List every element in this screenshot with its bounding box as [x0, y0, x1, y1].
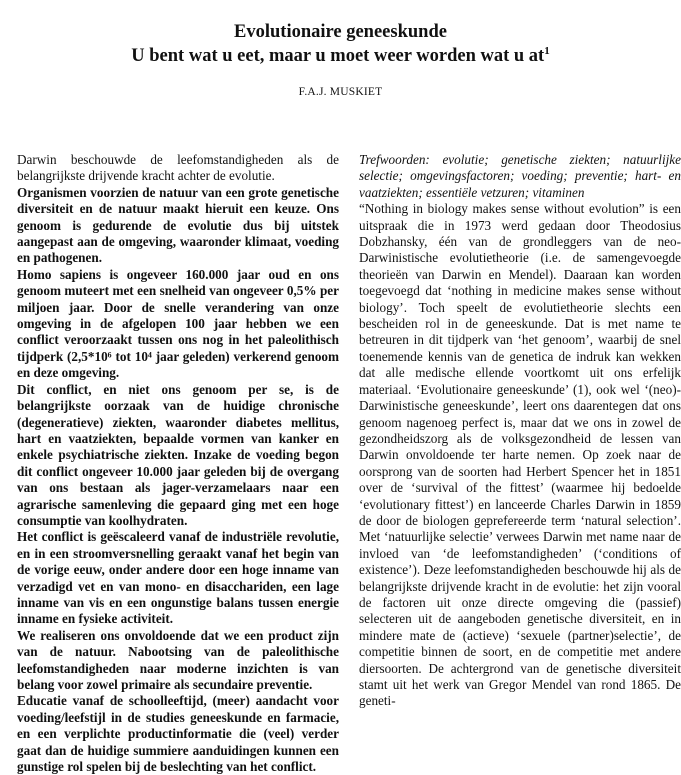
abstract-paragraph-4: Dit conflict, en niet ons genoom per se, is de belangrijkste oorzaak van de huidige chronische (degeneratieve) ziekten, waaronder diabetes mellitus, hart en vaatziekten, bepaalde vormen van kanker en enkele psychiatrische ziekten. Inzake de voeding begon dit conflict ongeveer 10.000 jaar geleden bij de overgang van ons bestaan als jager-verzamelaars naar een agrarische samenleving die gepaard ging met een hoge consumptie van koolhydraten. [17, 381, 339, 528]
abstract-paragraph-2: Organismen voorzien de natuur van een grote genetische diversiteit en de natuur maakt hieruit een keuze. Ons genoom is gedurende de evolutie dus bij uitstek aangepast aan de omgeving, waaronder klimaat, voeding en pathogenen. [17, 184, 339, 266]
abstract-paragraph-3: Homo sapiens is ongeveer 160.000 jaar oud en ons genoom muteert met een snelheid van ongeveer 0,5% per miljoen jaar. Door de snelle verandering van onze omgeving in de afgelopen 100 jaar hebben we een conflict veroorzaakt tussen ons nog in het paleolithisch tijdperk (2,5*10⁶ tot 10⁴ jaar geleden) verkerend genoom en deze omgeving. [17, 266, 339, 381]
title-line-1: Evolutionaire geneeskunde [234, 22, 447, 42]
body-column [359, 152, 681, 710]
title-line-2 [0, 44, 681, 68]
keywords: Trefwoorden: evolutie; genetische ziekten; natuurlijke selectie; omgevingsfactoren; voeding; preventie; hart- en vaatziekten; essentiële vetzuren; vitaminen [359, 152, 681, 200]
body-paragraph-1: “Nothing in biology makes sense without evolution” is een uitspraak die in 1973 werd gedaan door Theodosius Dobzhansky, één van de grondleggers van de neo-Darwinistische evolutietheorie (i.e. de samengevoegde theorieën van Darwin en Mendel). Daaraan kan worden toegevoegd dat ‘nothing in medicine makes sense without biology’. Toch speelt de evolutietheorie slechts een bescheiden rol in de geneeskunde. Dat is met name te betreuren in dit tijdperk van ‘het genoom’, waarbij de snel toenemende kennis van de genetica de indruk kan wekken dat alle medische ellende voortkomt uit ons erfelijk materiaal. ‘Evolutionaire geneeskunde’ (1), ook wel ‘(neo)-Darwinistische geneeskunde’, leert ons daarentegen dat ons genoom nagenoeg perfect is, maar dat we ons in zowel de gezondheidszorg als de volksgezondheid de lessen van Darwin onvoldoende ter harte nemen. Op zoek naar de oorsprong van de soorten had Herbert Spencer het in 1851 over de ‘survival of the fittest’ (waarmee hij bedoelde ‘evolutionary fittest’) en lanceerde Charles Darwin in 1859 de door de biologen geprefereerde term ‘natural selection’. Met ‘natuurlijke selectie’ verwees Darwin met name naar de invloed van ‘de leefomstandigheden’ (‘conditions of existence’). Deze leefomstandigheden beschouwde hij als de belangrijkste drijvende kracht in de evolutie: het zijn vooral de factoren uit onze directe omgeving die (passief) selecteren uit de aangeboden genetische diversiteit, en in mindere mate de (actieve) ‘sexuele (partner)selectie’, de competitie binnen de soort, en de competitie met andere diersoorten. De achtergrond van de genetische diversiteit stamt uit het werk van Gregor Mendel van rond 1865. De geneti- [359, 201, 681, 709]
abstract-paragraph-5: Het conflict is geëscaleerd vanaf de industriële revolutie, en in een stroomversnelling geraakt vanaf het begin van de vorige eeuw, onder andere door een hoge inname van verzadigd vet en van mono- en disacchariden, een lage inname van vis en een ongunstige balans tussen energie inname en fysieke activiteit. [17, 529, 339, 627]
abstract-column [17, 152, 339, 775]
abstract-paragraph-1: Darwin beschouwde de leefomstandigheden als de belangrijkste drijvende kracht achter de evolutie. [17, 152, 339, 184]
article-title [0, 20, 681, 68]
abstract-paragraph-7: Educatie vanaf de schoolleeftijd, (meer) aandacht voor voeding/leefstijl in de studies geneeskunde en farmacie, en een verplichte productinformatie die (veel) verder gaat dan de huidige summiere aanduidingen kunnen een gunstige rol spelen bij de beslechting van het conflict. [17, 693, 339, 775]
abstract-paragraph-6: We realiseren ons onvoldoende dat we een product zijn van de natuur. Nabootsing van de paleolithische leefomstandigheden naar moderne inzichten is van belang voor zowel primaire als secundaire preventie. [17, 627, 339, 692]
subtitle-text: U bent wat u eet, maar u moet weer worden wat u at [131, 46, 545, 66]
author-name: F.A.J. MUSKIET [298, 86, 383, 98]
title-footnote-marker: 1 [544, 44, 550, 57]
